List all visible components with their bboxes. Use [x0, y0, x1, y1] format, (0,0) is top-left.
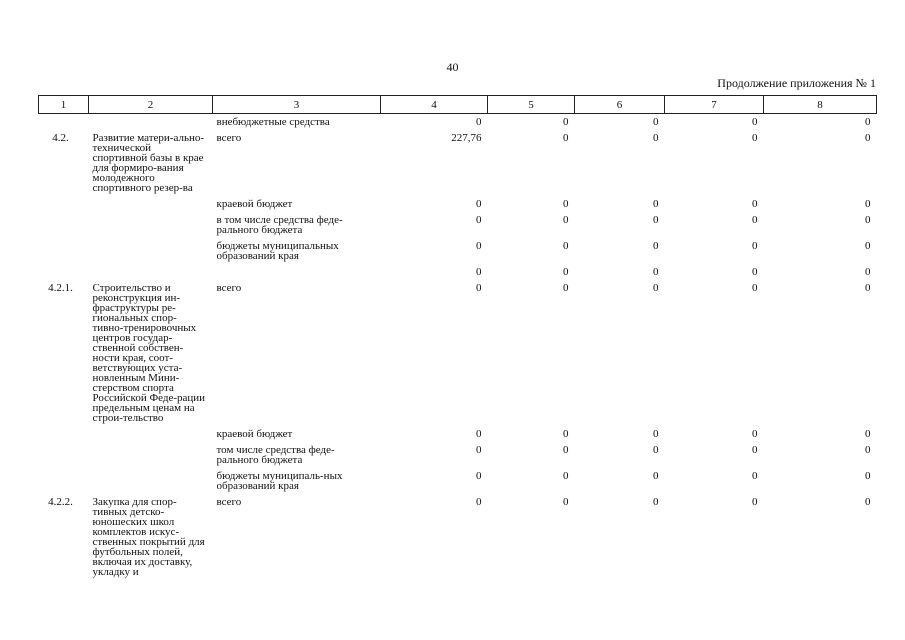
row-code: 4.2.	[52, 132, 69, 144]
row-value: 0	[865, 496, 871, 508]
column-header: 1	[39, 96, 89, 114]
table-row	[39, 211, 877, 237]
row-name	[89, 195, 213, 211]
row-value: 0	[865, 214, 871, 226]
row-value: 227,76	[451, 132, 482, 144]
table-row	[39, 114, 877, 130]
row-value: 0	[476, 214, 482, 226]
row-value: 0	[563, 240, 569, 252]
table-row	[39, 493, 877, 579]
column-header: 2	[89, 96, 213, 114]
row-value: 0	[752, 428, 758, 440]
table-row	[39, 195, 877, 211]
row-value: 0	[476, 240, 482, 252]
row-value: 0	[865, 116, 871, 128]
row-value: 0	[653, 132, 659, 144]
row-code	[39, 237, 89, 263]
row-value: 0	[563, 198, 569, 210]
row-value: 0	[752, 282, 758, 294]
row-value: 0	[476, 470, 482, 482]
row-value: 0	[865, 444, 871, 456]
row-value: 0	[653, 444, 659, 456]
row-value: 0	[653, 198, 659, 210]
row-value: 0	[752, 444, 758, 456]
row-value: 0	[563, 214, 569, 226]
row-value: 0	[563, 444, 569, 456]
row-value: 0	[865, 282, 871, 294]
row-value: 0	[653, 214, 659, 226]
row-value: 0	[653, 282, 659, 294]
table-row	[39, 129, 877, 195]
row-name	[89, 467, 213, 493]
column-header: 5	[488, 96, 575, 114]
row-source: краевой бюджет	[216, 198, 293, 210]
row-value: 0	[752, 496, 758, 508]
column-header: 3	[213, 96, 381, 114]
row-value: 0	[563, 266, 569, 278]
row-value: 0	[865, 266, 871, 278]
row-value: 0	[563, 282, 569, 294]
row-name	[89, 441, 213, 467]
row-code	[39, 114, 89, 130]
row-code: 4.2.2.	[48, 496, 73, 508]
row-code	[39, 441, 89, 467]
row-value: 0	[476, 428, 482, 440]
row-value: 0	[752, 132, 758, 144]
row-name: Закупка для спор-тивных детско-юношеских школ комплектов искус-ственных покрытий для футбольных полей, включая их доставку, укладку и	[92, 496, 205, 578]
row-name: Развитие матери-ально-технической спортивной базы в крае для формиро-вания молодежного спортивного резер-ва	[92, 132, 205, 194]
row-value: 0	[752, 198, 758, 210]
row-value: 0	[563, 116, 569, 128]
row-source: внебюджетные средства	[216, 116, 330, 128]
row-value: 0	[752, 240, 758, 252]
row-code	[39, 211, 89, 237]
row-source: в том числе средства феде-рального бюджета	[216, 214, 343, 236]
row-code: 4.2.1.	[48, 282, 73, 294]
header-row	[39, 96, 877, 114]
row-source: бюджеты муниципаль-ных образований края	[216, 470, 343, 492]
row-value: 0	[752, 214, 758, 226]
row-value: 0	[563, 428, 569, 440]
row-value: 0	[476, 496, 482, 508]
row-value: 0	[865, 470, 871, 482]
row-source: бюджеты муниципальных образований края	[216, 240, 339, 262]
row-value: 0	[653, 240, 659, 252]
row-value: 0	[653, 428, 659, 440]
row-source: краевой бюджет	[216, 428, 293, 440]
row-source	[213, 263, 381, 279]
row-name: Строительство и реконструкция ин-фраструктуры ре-гиональных спор-тивно-тренировочных центров государ-ственной собствен-ности края, соот-ветствующих уста-новленным Мини-стерством спорта Российской Феде-рации предельным ценам на строи-тельство	[92, 282, 206, 424]
row-value: 0	[476, 266, 482, 278]
appendix-table	[38, 95, 877, 579]
row-value: 0	[653, 266, 659, 278]
row-name	[89, 263, 213, 279]
row-source: всего	[216, 132, 242, 144]
row-value: 0	[752, 470, 758, 482]
row-value: 0	[653, 116, 659, 128]
row-value: 0	[752, 266, 758, 278]
table-row	[39, 425, 877, 441]
row-code	[39, 467, 89, 493]
row-value: 0	[653, 470, 659, 482]
table-row	[39, 237, 877, 263]
row-value: 0	[865, 132, 871, 144]
table-row	[39, 441, 877, 467]
row-name	[89, 114, 213, 130]
row-name	[89, 211, 213, 237]
row-value: 0	[476, 116, 482, 128]
row-code	[39, 195, 89, 211]
row-value: 0	[563, 496, 569, 508]
row-value: 0	[476, 198, 482, 210]
row-source: том числе средства феде-рального бюджета	[216, 444, 335, 466]
row-value: 0	[865, 428, 871, 440]
row-value: 0	[476, 444, 482, 456]
table-row	[39, 263, 877, 279]
row-value: 0	[476, 282, 482, 294]
row-value: 0	[752, 116, 758, 128]
row-value: 0	[865, 198, 871, 210]
row-code	[39, 425, 89, 441]
table-row	[39, 279, 877, 425]
row-value: 0	[563, 470, 569, 482]
row-source: всего	[216, 282, 242, 294]
column-header: 7	[665, 96, 764, 114]
row-source: всего	[216, 496, 242, 508]
row-value: 0	[865, 240, 871, 252]
table-row	[39, 467, 877, 493]
row-code	[39, 263, 89, 279]
column-header: 8	[764, 96, 877, 114]
column-header: 4	[381, 96, 488, 114]
row-value: 0	[653, 496, 659, 508]
page-number: 40	[446, 60, 459, 74]
row-value: 0	[563, 132, 569, 144]
row-name	[89, 237, 213, 263]
row-name	[89, 425, 213, 441]
continuation-label: Продолжение приложения № 1	[717, 76, 876, 90]
column-header: 6	[575, 96, 665, 114]
